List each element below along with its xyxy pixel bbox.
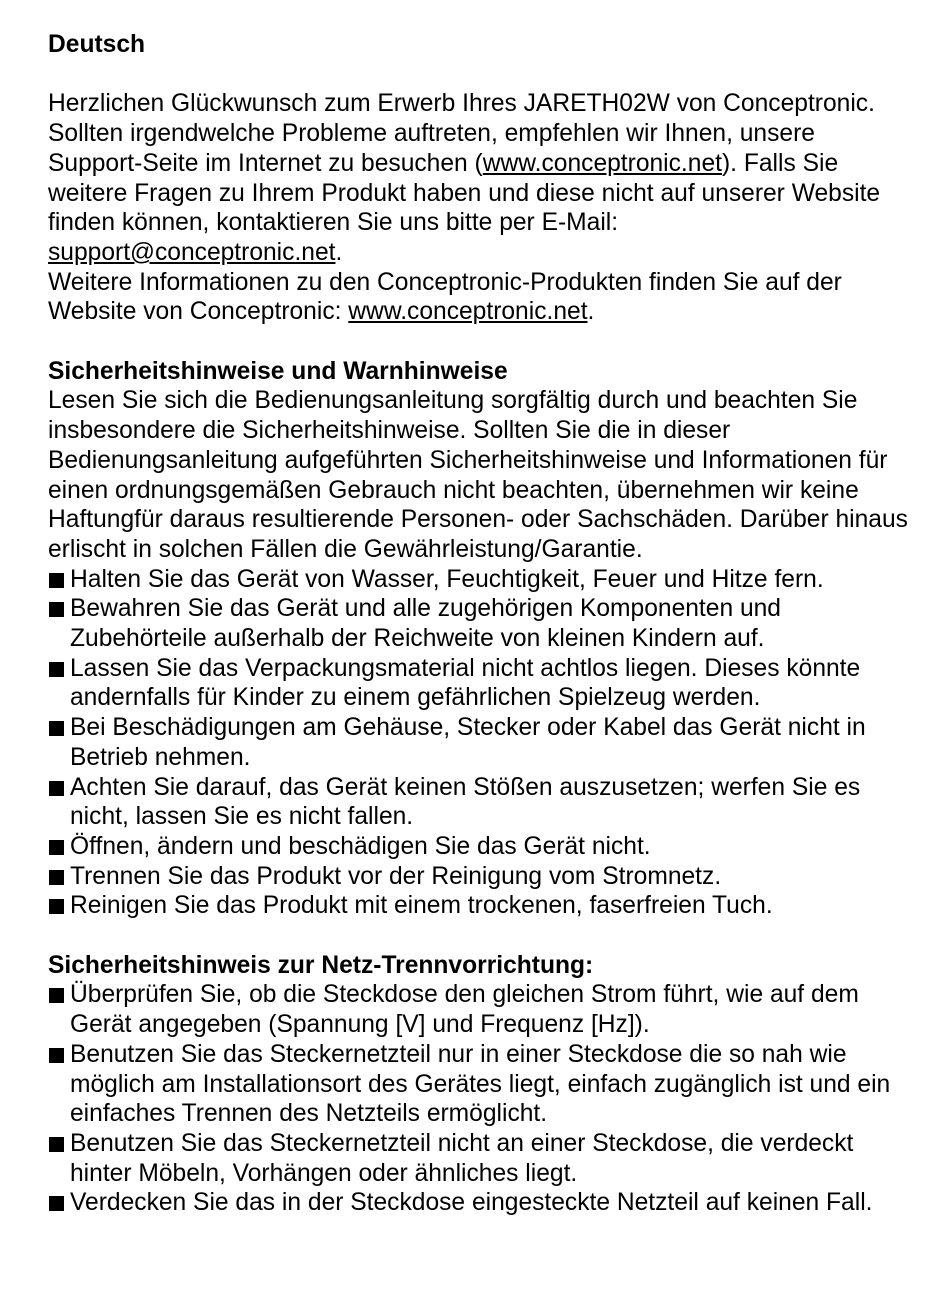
- spacer: [48, 60, 908, 90]
- list-item: Benutzen Sie das Steckernetzteil nicht an einer Steckdose, die verdeckt hinter Möbeln, Vorhängen oder ähnliches liegt.: [48, 1129, 908, 1188]
- list-item: Überprüfen Sie, ob die Steckdose den gleichen Strom führt, wie auf dem Gerät angegeben (Spannung [V] und Frequenz [Hz]).: [48, 980, 908, 1039]
- support-email-link[interactable]: support@conceptronic.net: [48, 238, 336, 266]
- disconnect-list: [48, 980, 908, 1218]
- support-site-link[interactable]: www.conceptronic.net: [482, 149, 722, 177]
- safety-list: [48, 565, 908, 921]
- more-info-paragraph: [48, 268, 908, 327]
- website-link[interactable]: www.conceptronic.net: [348, 298, 588, 326]
- document: [48, 30, 908, 1218]
- intro-text-3: .: [335, 238, 343, 266]
- safety-paragraph: Lesen Sie sich die Bedienungsanleitung sorgfältig durch und beachten Sie insbesondere die Sicherheitshinweise. Sollten Sie die in dieser Bedienungsanleitung aufgeführten Sicherheitshinweise und Informationen für einen ordnungsgemäßen Gebrauch nicht beachten, übernehmen wir keine Haftungfür daraus resultierende Personen- oder Sachschäden. Darüber hinaus erlischt in solchen Fällen die Gewährleistung/Garantie.: [48, 387, 908, 563]
- safety-heading: Sicherheitshinweise und Warnhinweise: [48, 357, 508, 385]
- more-info-end: .: [587, 298, 595, 326]
- list-item: Öffnen, ändern und beschädigen Sie das Gerät nicht.: [48, 832, 908, 862]
- list-item: Bei Beschädigungen am Gehäuse, Stecker oder Kabel das Gerät nicht in Betrieb nehmen.: [48, 713, 908, 772]
- list-item: Halten Sie das Gerät von Wasser, Feuchtigkeit, Feuer und Hitze fern.: [48, 565, 908, 595]
- more-info-text: Weitere Informationen zu den Conceptronic-Produkten finden Sie auf der Website von Conceptronic:: [48, 268, 842, 326]
- list-item: Achten Sie darauf, das Gerät keinen Stößen auszusetzen; werfen Sie es nicht, lassen Sie es nicht fallen.: [48, 773, 908, 832]
- intro-text-1: Herzlichen Glückwunsch zum Erwerb Ihres JARETH02W von Conceptronic. Sollten irgendwelche Probleme auftreten, empfehlen wir Ihnen, unsere Support-Seite im Internet zu besuchen (: [48, 90, 875, 177]
- list-item: Verdecken Sie das in der Steckdose eingesteckte Netzteil auf keinen Fall.: [48, 1188, 908, 1218]
- list-item: Reinigen Sie das Produkt mit einem trockenen, faserfreien Tuch.: [48, 891, 908, 921]
- spacer: [48, 921, 908, 951]
- intro-paragraph: [48, 89, 908, 267]
- list-item: Bewahren Sie das Gerät und alle zugehörigen Komponenten und Zubehörteile außerhalb der Reichweite von kleinen Kindern auf.: [48, 594, 908, 653]
- language-heading: Deutsch: [48, 31, 146, 58]
- list-item: Lassen Sie das Verpackungsmaterial nicht achtlos liegen. Dieses könnte andernfalls für Kinder zu einem gefährlichen Spielzeug werden.: [48, 654, 908, 713]
- list-item: Benutzen Sie das Steckernetzteil nur in einer Steckdose die so nah wie möglich am Installationsort des Gerätes liegt, einfach zugänglich ist und ein einfaches Trennen des Netzteils ermöglicht.: [48, 1040, 908, 1129]
- disconnect-heading: Sicherheitshinweis zur Netz-Trennvorrichtung:: [48, 951, 594, 979]
- spacer: [48, 327, 908, 357]
- list-item: Trennen Sie das Produkt vor der Reinigung vom Stromnetz.: [48, 862, 908, 892]
- intro-text-2: ). Falls Sie weitere Fragen zu Ihrem Produkt haben und diese nicht auf unserer Website finden können, kontaktieren Sie uns bitte per E-Mail:: [48, 149, 881, 237]
